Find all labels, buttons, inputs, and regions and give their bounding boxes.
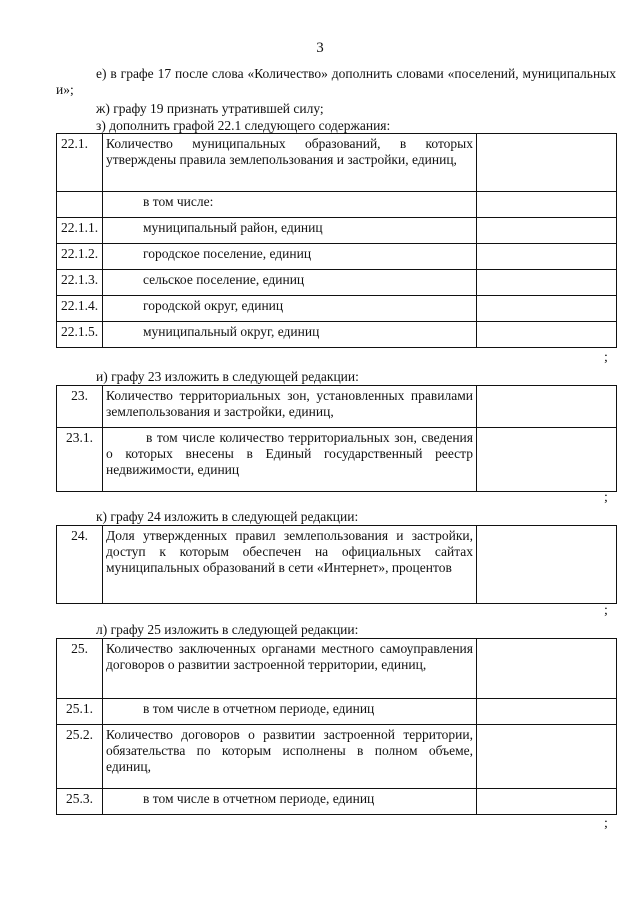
row-number: 25.3.: [57, 789, 103, 815]
semicolon-3: ;: [604, 603, 608, 618]
value-cell: [477, 218, 617, 244]
value-cell: [477, 789, 617, 815]
row-number: 24.: [57, 526, 103, 604]
row-text: в том числе количество территориальных зон, сведения о которых внесены в Единый государственный реестр недвижимости, единиц: [103, 428, 477, 492]
table-column-25: [56, 638, 617, 815]
row-number: 22.1.5.: [57, 322, 103, 348]
row-text: сельское поселение, единиц: [103, 270, 477, 296]
row-number: 23.1.: [57, 428, 103, 492]
table-row: [57, 789, 617, 815]
row-text: в том числе:: [103, 192, 477, 218]
row-text: в том числе в отчетном периоде, единиц: [103, 789, 477, 815]
table-row: [57, 134, 617, 192]
row-text: в том числе в отчетном периоде, единиц: [103, 699, 477, 725]
table-row: [57, 270, 617, 296]
row-text: Количество муниципальных образований, в которых утверждены правила землепользования и застройки, единиц,: [103, 134, 477, 192]
table-column-24: [56, 525, 617, 604]
row-text: городской округ, единиц: [103, 296, 477, 322]
row-number: 23.: [57, 386, 103, 428]
paragraph-i: и) графу 23 изложить в следующей редакции:: [96, 369, 359, 384]
table-row: [57, 386, 617, 428]
row-text: муниципальный округ, единиц: [103, 322, 477, 348]
table-row: [57, 725, 617, 789]
row-text: Количество договоров о развитии застроенной территории, обязательства по которым исполнены в полном объеме, единиц,: [103, 725, 477, 789]
row-number: 22.1.3.: [57, 270, 103, 296]
value-cell: [477, 526, 617, 604]
semicolon-4: ;: [604, 816, 608, 831]
row-number: 25.2.: [57, 725, 103, 789]
table-row: [57, 244, 617, 270]
row-number: 25.1.: [57, 699, 103, 725]
value-cell: [477, 192, 617, 218]
value-cell: [477, 386, 617, 428]
row-number: [57, 192, 103, 218]
table-row: [57, 296, 617, 322]
paragraph-z: з) дополнить графой 22.1 следующего содержания:: [96, 118, 391, 133]
table-row: [57, 322, 617, 348]
value-cell: [477, 322, 617, 348]
value-cell: [477, 134, 617, 192]
paragraph-zh: ж) графу 19 признать утратившей силу;: [96, 101, 324, 116]
value-cell: [477, 244, 617, 270]
row-text: Количество заключенных органами местного самоуправления договоров о развитии застроенной территории, единиц,: [103, 639, 477, 699]
row-number: 22.1.2.: [57, 244, 103, 270]
paragraph-k: к) графу 24 изложить в следующей редакции:: [96, 509, 359, 524]
paragraph-l: л) графу 25 изложить в следующей редакции:: [96, 622, 359, 637]
table-row: [57, 218, 617, 244]
table-row: [57, 526, 617, 604]
table-row: [57, 699, 617, 725]
row-number: 22.1.1.: [57, 218, 103, 244]
value-cell: [477, 428, 617, 492]
table-row: [57, 428, 617, 492]
table-column-22-1: [56, 133, 617, 348]
value-cell: [477, 270, 617, 296]
table-row: [57, 192, 617, 218]
row-text: Количество территориальных зон, установленных правилами землепользования и застройки, единиц,: [103, 386, 477, 428]
table-row: [57, 639, 617, 699]
row-text: городское поселение, единиц: [103, 244, 477, 270]
value-cell: [477, 699, 617, 725]
row-number: 22.1.4.: [57, 296, 103, 322]
semicolon-2: ;: [604, 490, 608, 505]
value-cell: [477, 725, 617, 789]
row-number: 22.1.: [57, 134, 103, 192]
semicolon-1: ;: [604, 350, 608, 365]
page-number: 3: [316, 40, 324, 56]
row-number: 25.: [57, 639, 103, 699]
row-text: муниципальный район, единиц: [103, 218, 477, 244]
paragraph-e: е) в графе 17 после слова «Количество» дополнить словами «поселений, муниципальных и»;: [56, 66, 616, 97]
value-cell: [477, 639, 617, 699]
table-column-23: [56, 385, 617, 492]
value-cell: [477, 296, 617, 322]
row-text: Доля утвержденных правил землепользования и застройки, доступ к которым обеспечен на официальных сайтах муниципальных образований в сети «Интернет», процентов: [103, 526, 477, 604]
